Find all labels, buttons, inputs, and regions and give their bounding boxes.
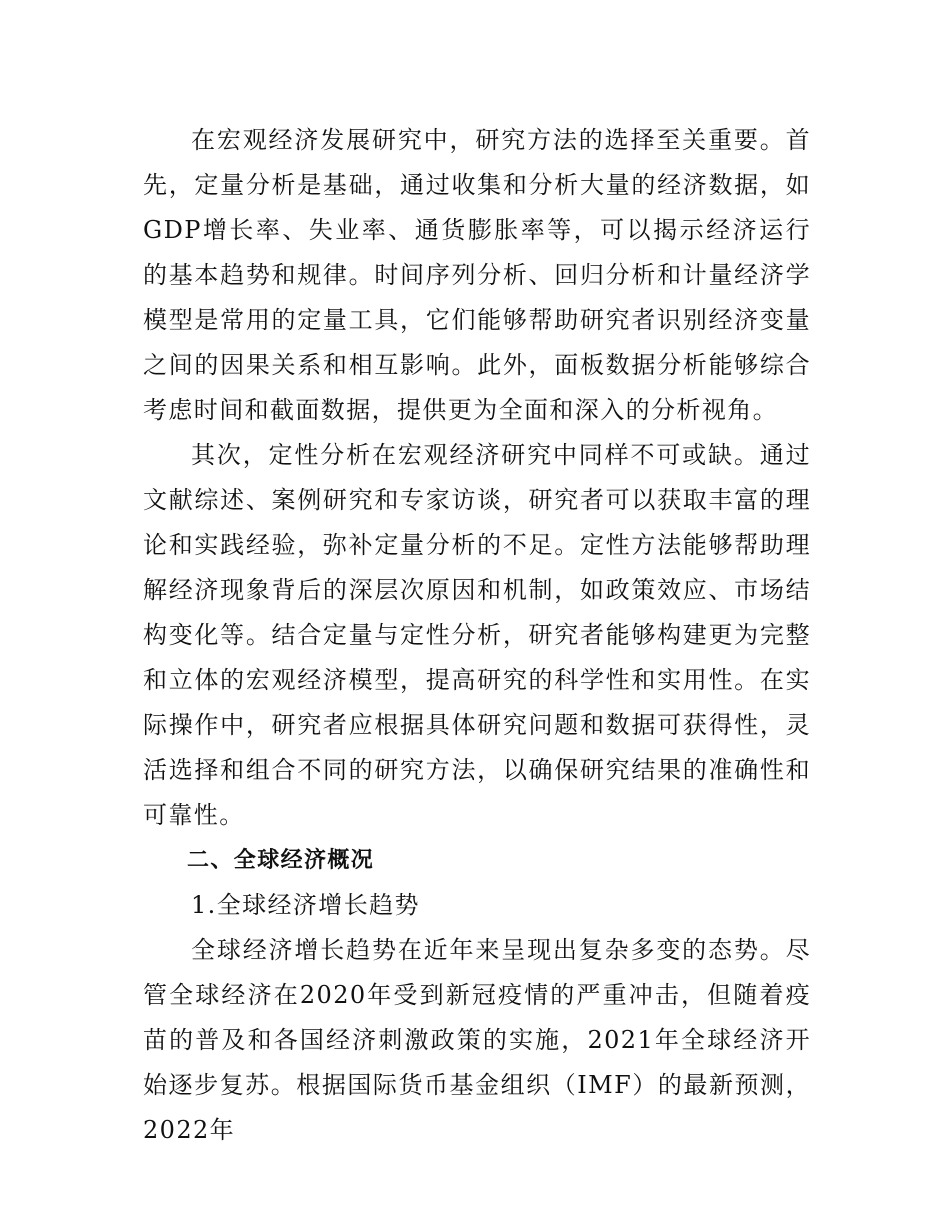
document-body bbox=[143, 118, 811, 1153]
paragraph-research-methods-quantitative: 在宏观经济发展研究中，研究方法的选择至关重要。首先，定量分析是基础，通过收集和分析大量的经济数据，如GDP增长率、失业率、通货膨胀率等，可以揭示经济运行的基本趋势和规律。时间序列分析、回归分析和计量经济学模型是常用的定量工具，它们能够帮助研究者识别经济变量之间的因果关系和相互影响。此外，面板数据分析能够综合考虑时间和截面数据，提供更为全面和深入的分析视角。 bbox=[143, 126, 811, 424]
section-heading: 二、全球经济概况 bbox=[187, 848, 375, 873]
subsection-heading: 1.全球经济增长趋势 bbox=[191, 891, 420, 919]
paragraph-global-growth: 全球经济增长趋势在近年来呈现出复杂多变的态势。尽管全球经济在2020年受到新冠疫情的严重冲击，但随着疫苗的普及和各国经济刺激政策的实施，2021年全球经济开始逐步复苏。根据国际货币基金组织（IMF）的最新预测，2022年 bbox=[143, 936, 811, 1144]
paragraph-research-methods-qualitative: 其次，定性分析在宏观经济研究中同样不可或缺。通过文献综述、案例研究和专家访谈，研究者可以获取丰富的理论和实践经验，弥补定量分析的不足。定性方法能够帮助理解经济现象背后的深层次原因和机制，如政策效应、市场结构变化等。结合定量与定性分析，研究者能够构建更为完整和立体的宏观经济模型，提高研究的科学性和实用性。在实际操作中，研究者应根据具体研究问题和数据可获得性，灵活选择和组合不同的研究方法，以确保研究结果的准确性和可靠性。 bbox=[143, 441, 811, 829]
